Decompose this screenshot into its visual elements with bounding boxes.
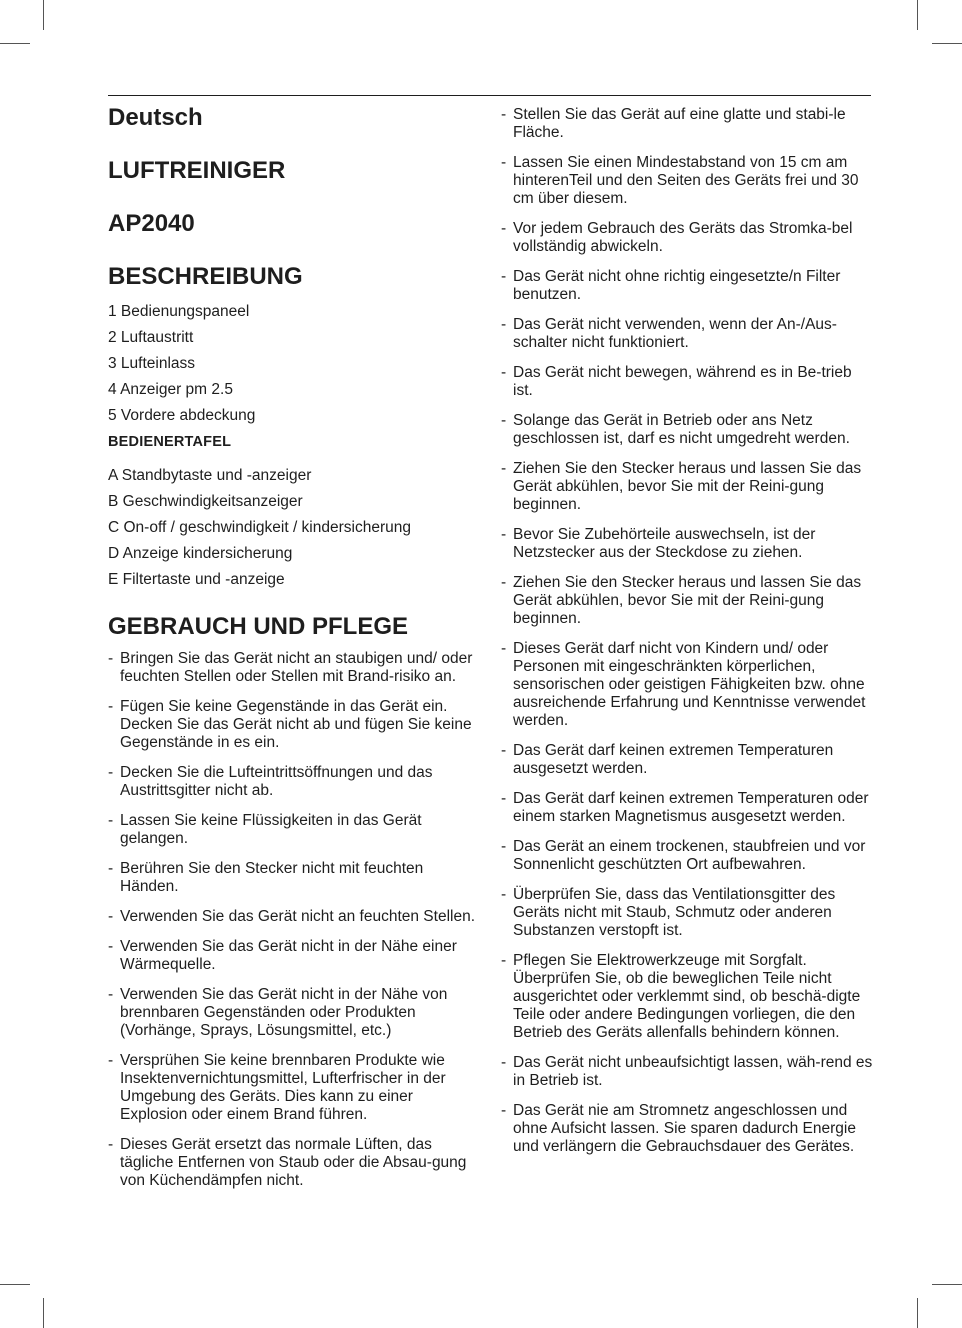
list-item-text: Versprühen Sie keine brennbaren Produkte wie Insektenvernichtungsmittel, Lufterfrischer in der Umgebung des Geräts. Dies kann zu einer Explosion oder einem Brand führen.	[120, 1052, 446, 1123]
dash-bullet: -	[501, 1054, 507, 1071]
crop-mark	[0, 1284, 30, 1285]
dash-bullet: -	[501, 154, 507, 171]
top-rule	[108, 95, 871, 96]
list-item-text: Dieses Gerät darf nicht von Kindern und/ oder Personen mit eingeschränkten körperlichen, sensorischen oder geistigen Fähigkeiten bzw. ohne ausreichende Erfahrung und Kenntnisse verwendet werden.	[513, 640, 866, 729]
list-item-text: Das Gerät darf keinen extremen Temperaturen oder einem starken Magnetismus ausgesetzt werden.	[513, 790, 869, 825]
language-heading: Deutsch	[108, 104, 203, 131]
list-item-text: Solange das Gerät in Betrieb oder ans Netz geschlossen ist, darf es nicht umgedreht werden.	[513, 412, 850, 447]
dash-bullet: -	[501, 952, 507, 969]
list-item	[108, 908, 480, 926]
list-item	[501, 1102, 873, 1156]
crop-mark	[932, 43, 962, 44]
list-item-text: Das Gerät darf keinen extremen Temperaturen ausgesetzt werden.	[513, 742, 834, 777]
list-item	[108, 650, 480, 686]
list-item	[501, 838, 873, 874]
right-column	[501, 106, 873, 1168]
dash-bullet: -	[501, 790, 507, 807]
dash-bullet: -	[108, 986, 114, 1003]
list-item: 1 Bedienungspaneel	[108, 303, 250, 320]
parts-list	[108, 299, 480, 429]
list-item	[501, 1054, 873, 1090]
list-item	[108, 938, 480, 974]
crop-mark	[917, 1298, 918, 1328]
dash-bullet: -	[501, 412, 507, 429]
list-item-text: Vor jedem Gebrauch des Geräts das Stromka-bel vollständig abwickeln.	[513, 220, 853, 255]
dash-bullet: -	[108, 764, 114, 781]
list-item: D Anzeige kindersicherung	[108, 545, 293, 562]
list-item-text: Verwenden Sie das Gerät nicht in der Nähe einer Wärmequelle.	[120, 938, 457, 973]
list-item: 5 Vordere abdeckung	[108, 407, 256, 424]
list-item	[501, 952, 873, 1042]
list-item-text: Das Gerät nicht ohne richtig eingesetzte/n Filter benutzen.	[513, 268, 841, 303]
dash-bullet: -	[108, 1136, 114, 1153]
list-item	[501, 220, 873, 256]
dash-bullet: -	[501, 460, 507, 477]
list-item-text: Verwenden Sie das Gerät nicht in der Nähe von brennbaren Gegenständen oder Produkten (Vorhänge, Sprays, Lösungsmittel, etc.)	[120, 986, 448, 1039]
description-heading: BESCHREIBUNG	[108, 263, 303, 290]
list-item-text: Das Gerät nicht verwenden, wenn der An-/Aus-schalter nicht funktioniert.	[513, 316, 837, 351]
list-item: 4 Anzeiger pm 2.5	[108, 381, 233, 398]
list-item-text: Lassen Sie keine Flüssigkeiten in das Gerät gelangen.	[120, 812, 422, 847]
list-item-text: Stellen Sie das Gerät auf eine glatte und stabi-le Fläche.	[513, 106, 846, 141]
care-heading: GEBRAUCH UND PFLEGE	[108, 613, 409, 640]
dash-bullet: -	[108, 908, 114, 925]
list-item	[108, 764, 480, 800]
list-item	[501, 526, 873, 562]
care-list-left	[108, 650, 480, 1190]
list-item-text: Überprüfen Sie, dass das Ventilationsgitter des Geräts nicht mit Staub, Schmutz oder anderen Substanzen verstopft ist.	[513, 886, 836, 939]
list-item-text: Berühren Sie den Stecker nicht mit feuchten Händen.	[120, 860, 424, 895]
care-list-right	[501, 106, 873, 1156]
list-item	[108, 812, 480, 848]
list-item-text: Verwenden Sie das Gerät nicht an feuchten Stellen.	[120, 908, 476, 925]
dash-bullet: -	[501, 106, 507, 123]
dash-bullet: -	[501, 886, 507, 903]
list-item-text: Ziehen Sie den Stecker heraus und lassen Sie das Gerät abkühlen, bevor Sie mit der Reini-gung beginnen.	[513, 574, 862, 627]
model-heading: AP2040	[108, 210, 195, 237]
list-item	[108, 986, 480, 1040]
list-item	[108, 698, 480, 752]
dash-bullet: -	[501, 742, 507, 759]
crop-mark	[932, 1284, 962, 1285]
list-item-text: Das Gerät nicht unbeaufsichtigt lassen, wäh-rend es in Betrieb ist.	[513, 1054, 873, 1089]
list-item	[501, 742, 873, 778]
dash-bullet: -	[108, 812, 114, 829]
list-item	[501, 154, 873, 208]
list-item: A Standbytaste und -anzeiger	[108, 467, 312, 484]
dash-bullet: -	[501, 526, 507, 543]
list-item-text: Das Gerät an einem trockenen, staubfreien und vor Sonnenlicht geschützten Ort aufbewahren.	[513, 838, 866, 873]
list-item: B Geschwindigkeitsanzeiger	[108, 493, 303, 510]
dash-bullet: -	[501, 640, 507, 657]
dash-bullet: -	[501, 838, 507, 855]
list-item	[501, 460, 873, 514]
list-item	[501, 316, 873, 352]
list-item-text: Fügen Sie keine Gegenstände in das Gerät ein. Decken Sie das Gerät nicht ab und fügen Sie keine Gegenstände in es ein.	[120, 698, 472, 751]
crop-mark	[43, 1298, 44, 1328]
list-item	[501, 574, 873, 628]
dash-bullet: -	[501, 220, 507, 237]
crop-mark	[917, 0, 918, 30]
list-item-text: Das Gerät nicht bewegen, während es in Be-trieb ist.	[513, 364, 852, 399]
dash-bullet: -	[108, 860, 114, 877]
list-item-text: Dieses Gerät ersetzt das normale Lüften, das tägliche Entfernen von Staub oder die Absau-gung von Küchendämpfen nicht.	[120, 1136, 467, 1189]
dash-bullet: -	[501, 268, 507, 285]
product-heading: LUFTREINIGER	[108, 157, 286, 184]
list-item	[501, 886, 873, 940]
list-item-text: Pflegen Sie Elektrowerkzeuge mit Sorgfalt. Überprüfen Sie, ob die beweglichen Teile nicht ausgerichtet oder verklemmt sind, ob beschä-digte Teile oder andere Bedingungen vorliegen, die den Betrieb des Geräts allenfalls behindern können.	[513, 952, 861, 1041]
list-item-text: Das Gerät nie am Stromnetz angeschlossen und ohne Aufsicht lassen. Sie sparen dadurch Energie und verlängern die Gebrauchsdauer des Gerätes.	[513, 1102, 856, 1155]
dash-bullet: -	[108, 698, 114, 715]
list-item	[501, 106, 873, 142]
dash-bullet: -	[501, 574, 507, 591]
list-item-text: Decken Sie die Lufteintrittsöffnungen und das Austrittsgitter nicht ab.	[120, 764, 433, 799]
dash-bullet: -	[501, 364, 507, 381]
list-item	[108, 1136, 480, 1190]
dash-bullet: -	[108, 938, 114, 955]
left-column	[108, 100, 480, 1202]
list-item	[108, 1052, 480, 1124]
crop-mark	[43, 0, 44, 30]
list-item	[501, 268, 873, 304]
list-item	[501, 412, 873, 448]
list-item: C On-off / geschwindigkeit / kindersicherung	[108, 519, 411, 536]
list-item: E Filtertaste und -anzeige	[108, 571, 285, 588]
dash-bullet: -	[108, 650, 114, 667]
control-panel-list	[108, 463, 480, 593]
dash-bullet: -	[501, 316, 507, 333]
list-item-text: Bringen Sie das Gerät nicht an staubigen und/ oder feuchten Stellen oder Stellen mit Brand-risiko an.	[120, 650, 473, 685]
list-item	[501, 640, 873, 730]
list-item: 3 Lufteinlass	[108, 355, 196, 372]
dash-bullet: -	[108, 1052, 114, 1069]
list-item	[501, 364, 873, 400]
list-item-text: Ziehen Sie den Stecker heraus und lassen Sie das Gerät abkühlen, bevor Sie mit der Reini-gung beginnen.	[513, 460, 862, 513]
list-item: 2 Luftaustritt	[108, 329, 194, 346]
list-item-text: Bevor Sie Zubehörteile auswechseln, ist der Netzstecker aus der Steckdose zu ziehen.	[513, 526, 816, 561]
list-item	[501, 790, 873, 826]
list-item-text: Lassen Sie einen Mindestabstand von 15 cm am hinterenTeil und den Seiten des Geräts frei und 30 cm über diesem.	[513, 154, 859, 207]
list-item	[108, 860, 480, 896]
control-panel-heading: BEDIENERTAFEL	[108, 434, 232, 450]
dash-bullet: -	[501, 1102, 507, 1119]
crop-mark	[0, 43, 30, 44]
